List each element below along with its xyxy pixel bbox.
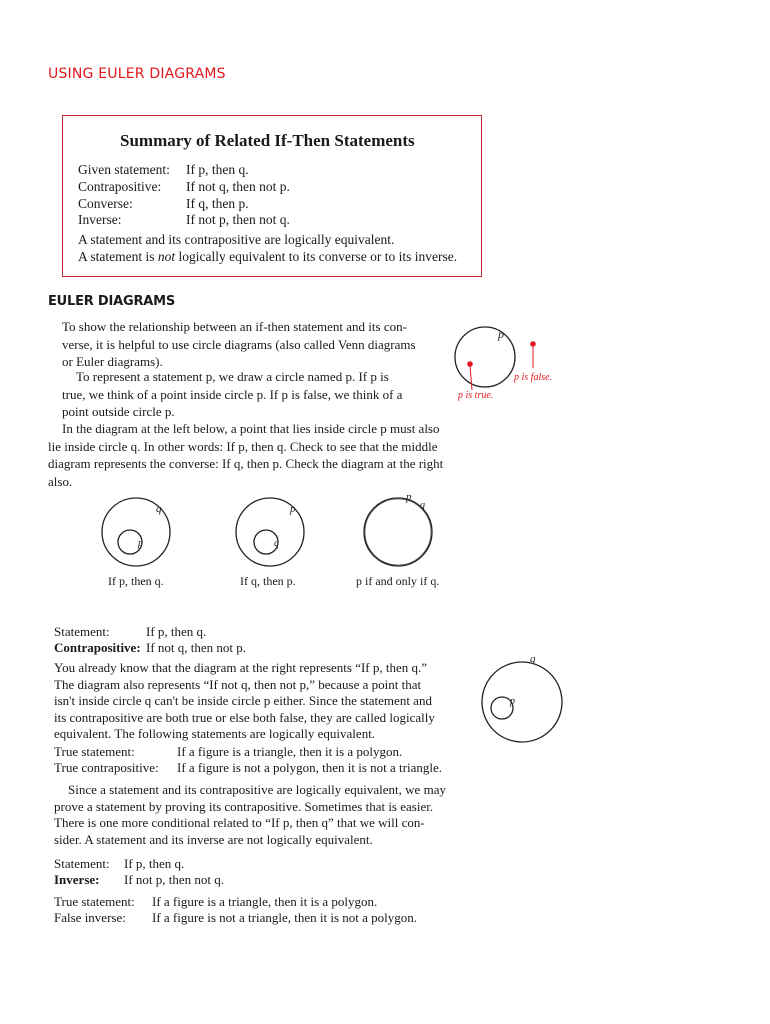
outer-circle bbox=[482, 662, 562, 742]
row-value: If a figure is a triangle, then it is a polygon. bbox=[177, 744, 403, 759]
summary-row-label: Given statement: bbox=[78, 162, 170, 177]
example1-row-true-statement bbox=[54, 744, 402, 760]
circle-p-label: p bbox=[498, 327, 504, 341]
outer-label: q bbox=[156, 503, 162, 515]
inner-label: p bbox=[138, 538, 143, 549]
intro-paragraph-1: To show the relationship between an if-then statement and its con- verse, it is helpful to use circle diagrams (also called Venn diagrams or Euler diagrams). bbox=[62, 319, 416, 369]
contra-row-contrapositive bbox=[54, 640, 246, 656]
summary-row-value: If not q, then not p. bbox=[186, 179, 290, 194]
summary-row-value: If p, then q. bbox=[186, 162, 249, 177]
row-label: Statement: bbox=[54, 856, 110, 871]
inner-label: q bbox=[274, 538, 279, 549]
diagram-if-p-then-q bbox=[92, 490, 182, 570]
row-label: True contrapositive: bbox=[54, 760, 159, 775]
diagram-p-iff-q bbox=[356, 486, 446, 570]
summary-row-label: Converse: bbox=[78, 196, 133, 211]
paragraph-2: Since a statement and its contrapositive are logically equivalent, we may prove a statement by proving its contrapositive. Sometimes that is easier. There is one more conditional related to “If p, then q” that we will con- sider. A statement and its inverse are not logically equivalent. bbox=[54, 782, 446, 847]
summary-note-2: A statement is not logically equivalent to its converse or to its inverse. bbox=[78, 249, 458, 264]
row-label: False inverse: bbox=[54, 910, 126, 925]
caption-if-p-then-q: If p, then q. bbox=[108, 574, 164, 588]
inverse-row-statement bbox=[54, 856, 184, 872]
example1-row-true-contrapositive bbox=[54, 760, 442, 776]
contra-row-statement bbox=[54, 624, 206, 640]
page-header: USING EULER DIAGRAMS bbox=[48, 66, 226, 82]
contrapositive-paragraph: You already know that the diagram at the right represents “If p, then q.” The diagram also represents “If not q, then not p,” because a point that isn't inside circle q can't be inside circle p either. Since the statement and its contrapositive are both true or else both false, they are called logically equivalent. The following statements are logically equivalent. bbox=[54, 660, 435, 741]
outer-label: p bbox=[290, 503, 296, 515]
outer-label: q bbox=[530, 653, 536, 665]
outside-point bbox=[530, 341, 536, 347]
row-value: If not q, then not p. bbox=[146, 640, 247, 655]
summary-row-value: If not p, then not q. bbox=[186, 212, 290, 227]
intro-paragraph-3: In the diagram at the left below, a point that lies inside circle p must also lie inside circle q. In other words: If p, then q. Check to see that the middle diagram represents the converse: If q, then p. Check the diagram at the right also. bbox=[48, 421, 444, 489]
row-label: True statement: bbox=[54, 744, 135, 759]
row-label: Statement: bbox=[54, 624, 110, 639]
row-label: Inverse: bbox=[54, 872, 100, 887]
point-diagram bbox=[440, 320, 570, 410]
summary-note-1: A statement and its contrapositive are logically equivalent. bbox=[78, 232, 395, 247]
inner-label: p bbox=[510, 696, 515, 707]
true-label: p is true. bbox=[458, 390, 494, 401]
diagram-contrapositive bbox=[470, 652, 570, 748]
inner-label: q bbox=[420, 500, 425, 511]
row-value: If p, then q. bbox=[124, 856, 185, 871]
intro-paragraph-2: To represent a statement p, we draw a circle named p. If p is true, we think of a point inside circle p. If p is false, we think of a point outside circle p. bbox=[62, 369, 403, 419]
row-value: If not p, then not q. bbox=[124, 872, 225, 887]
example2-row-false-inverse bbox=[54, 910, 417, 926]
circle-p bbox=[455, 327, 515, 387]
row-value: If a figure is not a polygon, then it is not a triangle. bbox=[177, 760, 442, 775]
inside-point bbox=[467, 361, 473, 367]
inside-pointer bbox=[470, 366, 472, 390]
summary-row-label: Contrapositive: bbox=[78, 179, 162, 194]
false-label: p is false. bbox=[514, 372, 553, 383]
example2-row-true-statement bbox=[54, 894, 377, 910]
row-value: If p, then q. bbox=[146, 624, 207, 639]
outer-label: p bbox=[406, 491, 412, 503]
caption-if-q-then-p: If q, then p. bbox=[240, 574, 296, 588]
row-value: If a figure is not a triangle, then it is not a polygon. bbox=[152, 910, 417, 925]
summary-row-label: Inverse: bbox=[78, 212, 122, 227]
summary-title: Summary of Related If-Then Statements bbox=[120, 131, 415, 150]
row-label: Contrapositive: bbox=[54, 640, 141, 655]
caption-p-iff-q: p if and only if q. bbox=[356, 574, 440, 588]
row-value: If a figure is a triangle, then it is a polygon. bbox=[152, 894, 378, 909]
inverse-row-inverse bbox=[54, 872, 224, 888]
row-label: True statement: bbox=[54, 894, 135, 909]
diagram-if-q-then-p bbox=[226, 490, 316, 570]
summary-row-value: If q, then p. bbox=[186, 196, 249, 211]
section-title: EULER DIAGRAMS bbox=[48, 294, 176, 309]
